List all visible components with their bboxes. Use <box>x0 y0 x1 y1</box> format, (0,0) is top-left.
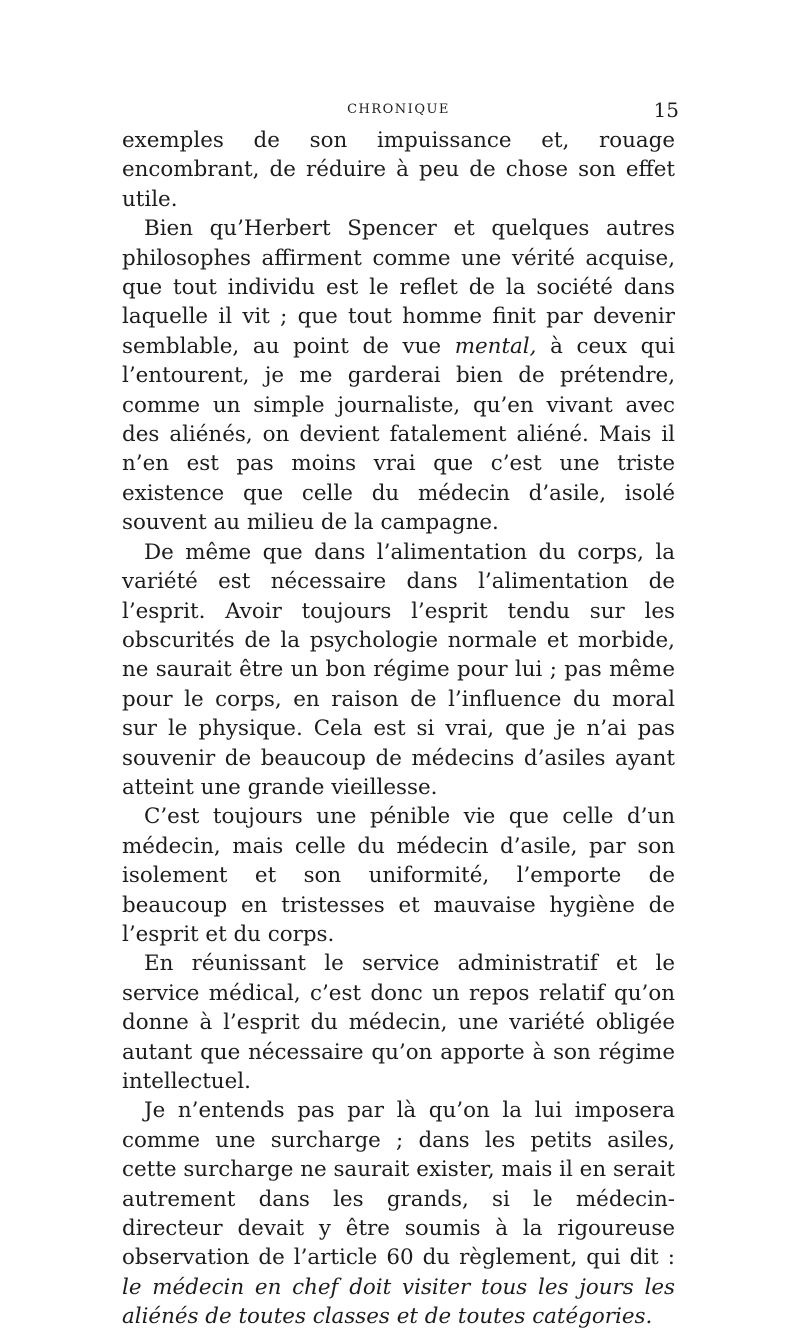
paragraph-text: Je n’entends pas par là qu’on la lui imposera comme une surcharge ; dans les petits asiles, cette surcharge ne saurait exister, mais il en serait autrement dans les grands, si le médecin-directeur devait y être soumis à la rigoureuse observation de l’article 60 du règlement, qui dit : <box>122 1098 675 1271</box>
paragraph-text: à ceux qui l’entourent, je me garderai bien de prétendre, comme un simple journaliste, qu’en vivant avec des aliénés, on devient fatalement aliéné. Mais il n’en est pas moins vrai que c’est une triste existence que celle du médecin d’asile, isolé souvent au milieu de la campagne. <box>122 333 675 536</box>
paragraph <box>122 949 675 1096</box>
body-text <box>122 126 675 1332</box>
paragraph-text: exemples de son impuissance et, rouage encombrant, de réduire à peu de chose son effet utile. <box>122 128 675 212</box>
page-number: 15 <box>653 98 679 122</box>
running-head <box>122 96 679 126</box>
paragraph-text: C’est toujours une pénible vie que celle d’un médecin, mais celle du médecin d’asile, par son isolement et son uniformité, l’emporte de beaucoup en tristesses et mauvaise hygiène de l’esprit et du corps. <box>122 804 675 947</box>
paragraph <box>122 214 675 537</box>
paragraph <box>122 802 675 949</box>
italic-text: mental, <box>454 333 537 359</box>
book-page <box>122 96 679 1332</box>
paragraph-text: De même que dans l’alimentation du corps, la variété est nécessaire dans l’alimentation de l’esprit. Avoir toujours l’esprit tendu sur les obscurités de la psychologie normale et morbide, ne saurait être un bon régime pour lui ; pas même pour le corps, en raison de l’influence du moral sur le physique. Cela est si vrai, que je n’ai pas souvenir de beaucoup de médecins d’asiles ayant atteint une grande vieillesse. <box>122 539 675 800</box>
running-title: CHRONIQUE <box>347 102 450 117</box>
paragraph-text: Bien qu’Herbert Spencer et quelques autres philosophes affirment comme une vérité acquise, que tout individu est le reflet de la société dans laquelle il vit ; que tout homme finit par devenir semblable, au point de vue <box>122 216 675 359</box>
paragraph <box>122 126 675 214</box>
italic-text: le médecin en chef doit visiter tous les jours les aliénés de toutes classes et de toutes catégories. <box>122 1274 675 1330</box>
paragraph <box>122 1096 675 1331</box>
paragraph <box>122 538 675 803</box>
paragraph-text: En réunissant le service administratif et le service médical, c’est donc un repos relatif qu’on donne à l’esprit du médecin, une variété obligée autant que nécessaire qu’on apporte à son régime intellectuel. <box>122 951 675 1094</box>
